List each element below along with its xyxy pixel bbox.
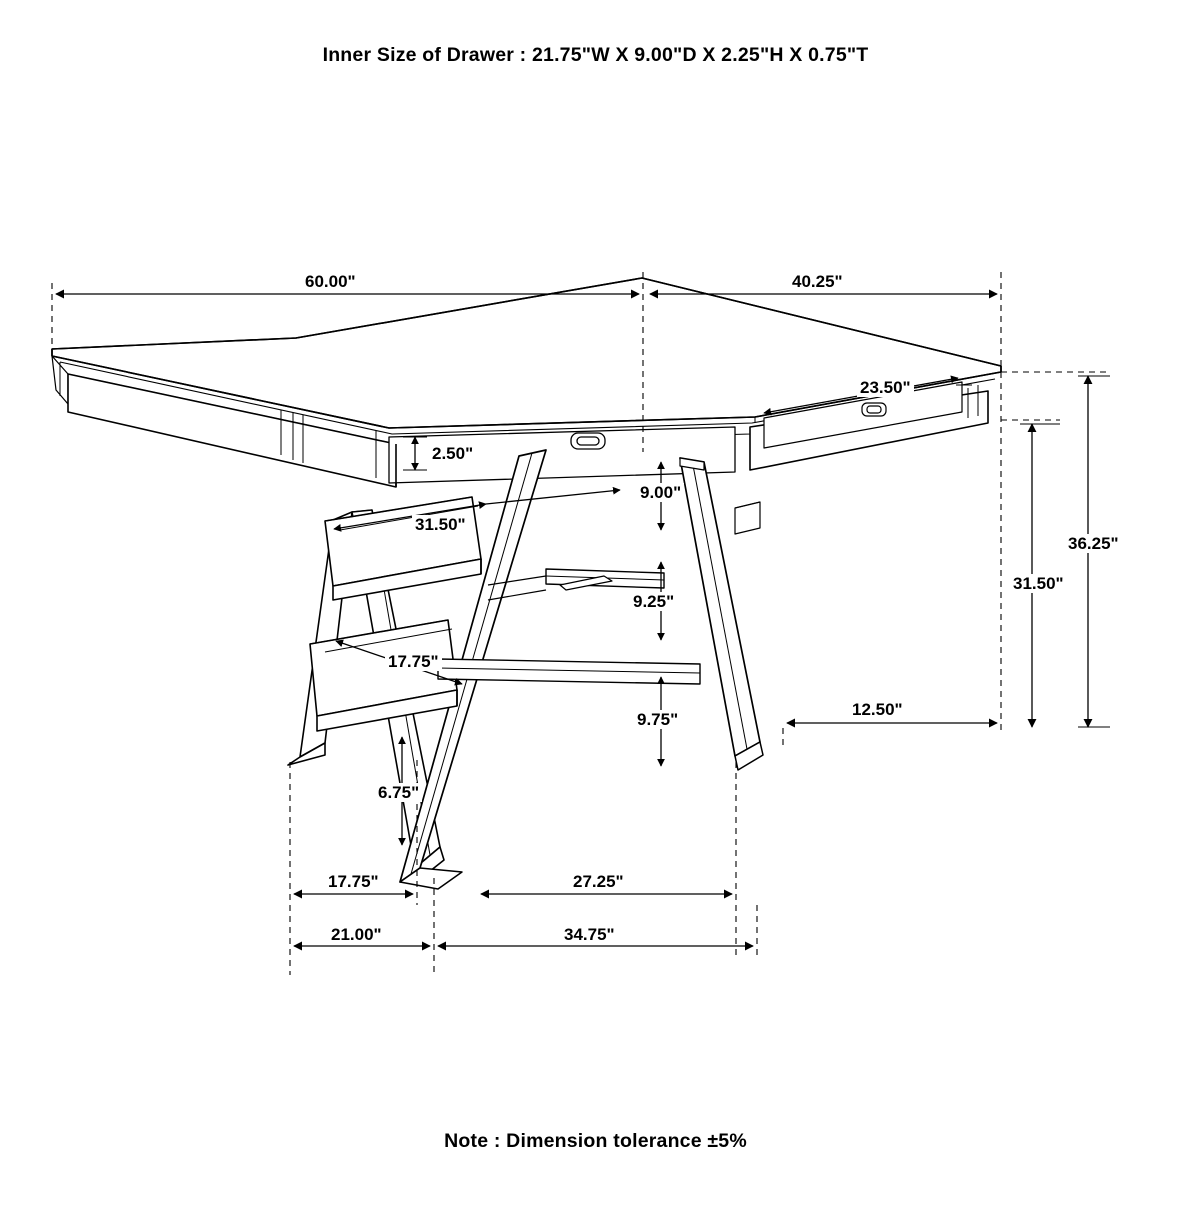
dimension-label-top-length-side: 40.25" bbox=[789, 272, 846, 291]
tolerance-note: Note : Dimension tolerance ±5% bbox=[444, 1130, 747, 1152]
dimension-label-stretcher-gap: 9.25" bbox=[630, 592, 677, 611]
page-title: Inner Size of Drawer : 21.75"W X 9.00"D X 2.25"H X 0.75"T bbox=[322, 44, 869, 66]
dimension-label-floor-to-stretcher: 9.75" bbox=[634, 710, 681, 729]
dimension-label-base-length: 34.75" bbox=[561, 925, 618, 944]
dimension-label-base-depth: 21.00" bbox=[328, 925, 385, 944]
dimension-label-shelf-length: 31.50" bbox=[412, 515, 469, 534]
dimension-label-shelf-height: 6.75" bbox=[375, 783, 422, 802]
dimension-label-leg-spread-side: 17.75" bbox=[325, 872, 382, 891]
dimension-label-apron-height: 31.50" bbox=[1010, 574, 1067, 593]
dimension-label-drawer-height: 2.50" bbox=[429, 444, 476, 463]
dimension-label-foot-inset: 12.50" bbox=[849, 700, 906, 719]
table-outline bbox=[52, 278, 1001, 889]
dimension-label-apron-to-shelf: 9.00" bbox=[637, 483, 684, 502]
dimension-label-foot-to-foot: 27.25" bbox=[570, 872, 627, 891]
dimension-label-overall-height: 36.25" bbox=[1065, 534, 1122, 553]
dimension-label-side-drawer-width: 23.50" bbox=[857, 378, 914, 397]
dimension-label-shelf-width: 17.75" bbox=[385, 652, 442, 671]
dimension-label-top-length-front: 60.00" bbox=[302, 272, 359, 291]
